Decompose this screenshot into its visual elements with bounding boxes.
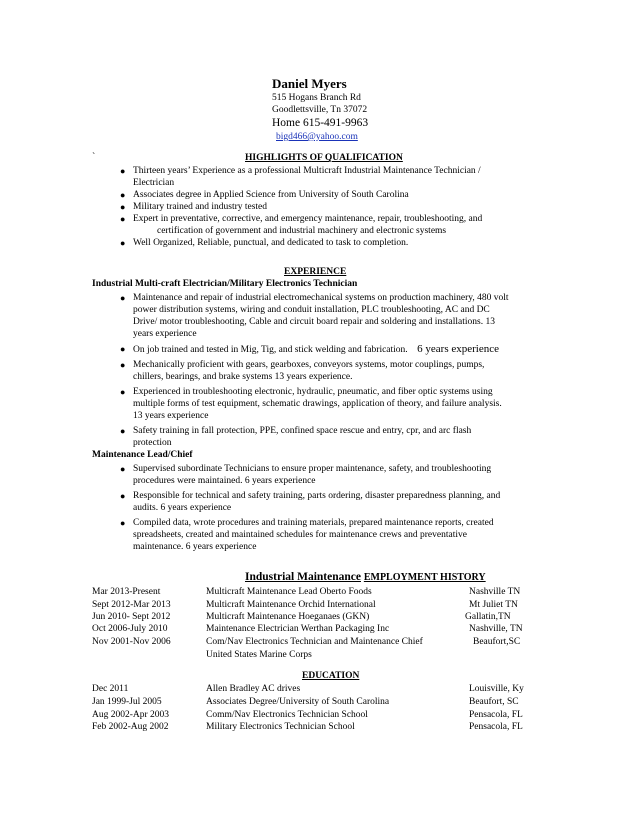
experience-heading: EXPERIENCE: [284, 267, 347, 277]
table-row: Oct 2006-July 2010 Maintenance Electrician Werthan Packaging Inc Nashville, TN: [92, 624, 523, 634]
list-item: ● Safety training in fall protection, PPE, confined space rescue and entry, cpr, and arc flash protection: [120, 426, 472, 448]
email-link[interactable]: bigd466@yahoo.com: [276, 132, 358, 142]
table-row: Mar 2013-Present Multicraft Maintenance Lead Oberto Foods Nashville TN: [92, 587, 521, 597]
list-item: ● On job trained and tested in Mig, Tig, and stick welding and fabrication. 6 years experience: [120, 343, 500, 355]
table-row: Nov 2001-Nov 2006 Com/Nav Electronics Technician and Maintenance Chief Beaufort,SC: [92, 637, 521, 647]
table-row: Sept 2012-Mar 2013 Multicraft Maintenance Orchid International Mt Juliet TN: [92, 600, 518, 610]
table-row: Jun 2010- Sept 2012 Multicraft Maintenance Hoeganaes (GKN) Gallatin,TN: [92, 612, 511, 622]
job-title-2: Maintenance Lead/Chief: [92, 450, 193, 460]
stray-mark: `: [92, 152, 96, 163]
list-item: ● Responsible for technical and safety training, parts ordering, disaster preparedness planning, and audits. 6 years experience: [120, 491, 501, 513]
table-row: Jan 1999-Jul 2005 Associates Degree/University of South Carolina Beaufort, SC: [92, 697, 519, 707]
list-item: ● Associates degree in Applied Science from University of South Carolina: [120, 190, 409, 200]
job2-duties: [120, 463, 501, 553]
phone: Home 615-491-9963: [272, 117, 369, 129]
table-row: United States Marine Corps: [206, 650, 312, 660]
employment-heading: Industrial Maintenance EMPLOYMENT HISTORY: [245, 571, 486, 583]
table-row: Dec 2011 Allen Bradley AC drives Louisville, Ky: [92, 684, 524, 694]
table-row: Aug 2002-Apr 2003 Comm/Nav Electronics Technician School Pensacola, FL: [92, 710, 523, 720]
qualifications-heading: HIGHLIGHTS OF QUALIFICATION: [245, 153, 403, 163]
list-item: ● Compiled data, wrote procedures and training materials, prepared maintenance reports, created spreadsheets, created and maintained schedules for maintenance crews and preventative maintenance. 6 years experience: [120, 518, 494, 552]
list-item: ● Well Organized, Reliable, punctual, and dedicated to task to completion.: [120, 238, 409, 248]
education-heading: EDUCATION: [302, 671, 360, 681]
address-line-2: Goodlettsville, Tn 37072: [272, 105, 368, 115]
list-item: ● Experienced in troubleshooting electronic, hydraulic, pneumatic, and fiber optic systems using multiple forms of test equipment, schematic drawings, application of theory, and failure analysis. 13 years experience: [120, 387, 502, 421]
table-row: Feb 2002-Aug 2002 Military Electronics Technician School Pensacola, FL: [92, 722, 523, 732]
list-item: ● Thirteen years’ Experience as a professional Multicraft Industrial Maintenance Technician / Electrician: [120, 166, 481, 188]
list-item: ● Maintenance and repair of industrial electromechanical systems on production machinery, 480 volt power distribution systems, wiring and conduit installation, PLC troubleshooting, AC and DC Drive/ motor troubleshooting, Cable and circuit board repair and soldering and installations. 13 years experience: [120, 293, 509, 339]
resume-name: Daniel Myers: [272, 76, 347, 91]
list-item: ● Military trained and industry tested: [120, 202, 268, 212]
list-item: ● Expert in preventative, corrective, and emergency maintenance, repair, troubleshooting, and certification of government and industrial machinery and electronic systems: [120, 214, 483, 236]
list-item: ● Supervised subordinate Technicians to ensure proper maintenance, safety, and troubleshooting procedures were maintained. 6 years experience: [120, 464, 492, 486]
job-title-1: Industrial Multi-craft Electrician/Military Electronics Technician: [92, 279, 358, 289]
address-line-1: 515 Hogans Branch Rd: [272, 93, 361, 103]
job1-duties: [120, 292, 509, 449]
qualifications-list: [120, 165, 483, 249]
list-item: ● Mechanically proficient with gears, gearboxes, conveyors systems, motor couplings, pumps, chillers, bearings, and brake systems 13 years experience.: [120, 360, 485, 382]
welding-years: 6 years experience: [417, 343, 500, 355]
